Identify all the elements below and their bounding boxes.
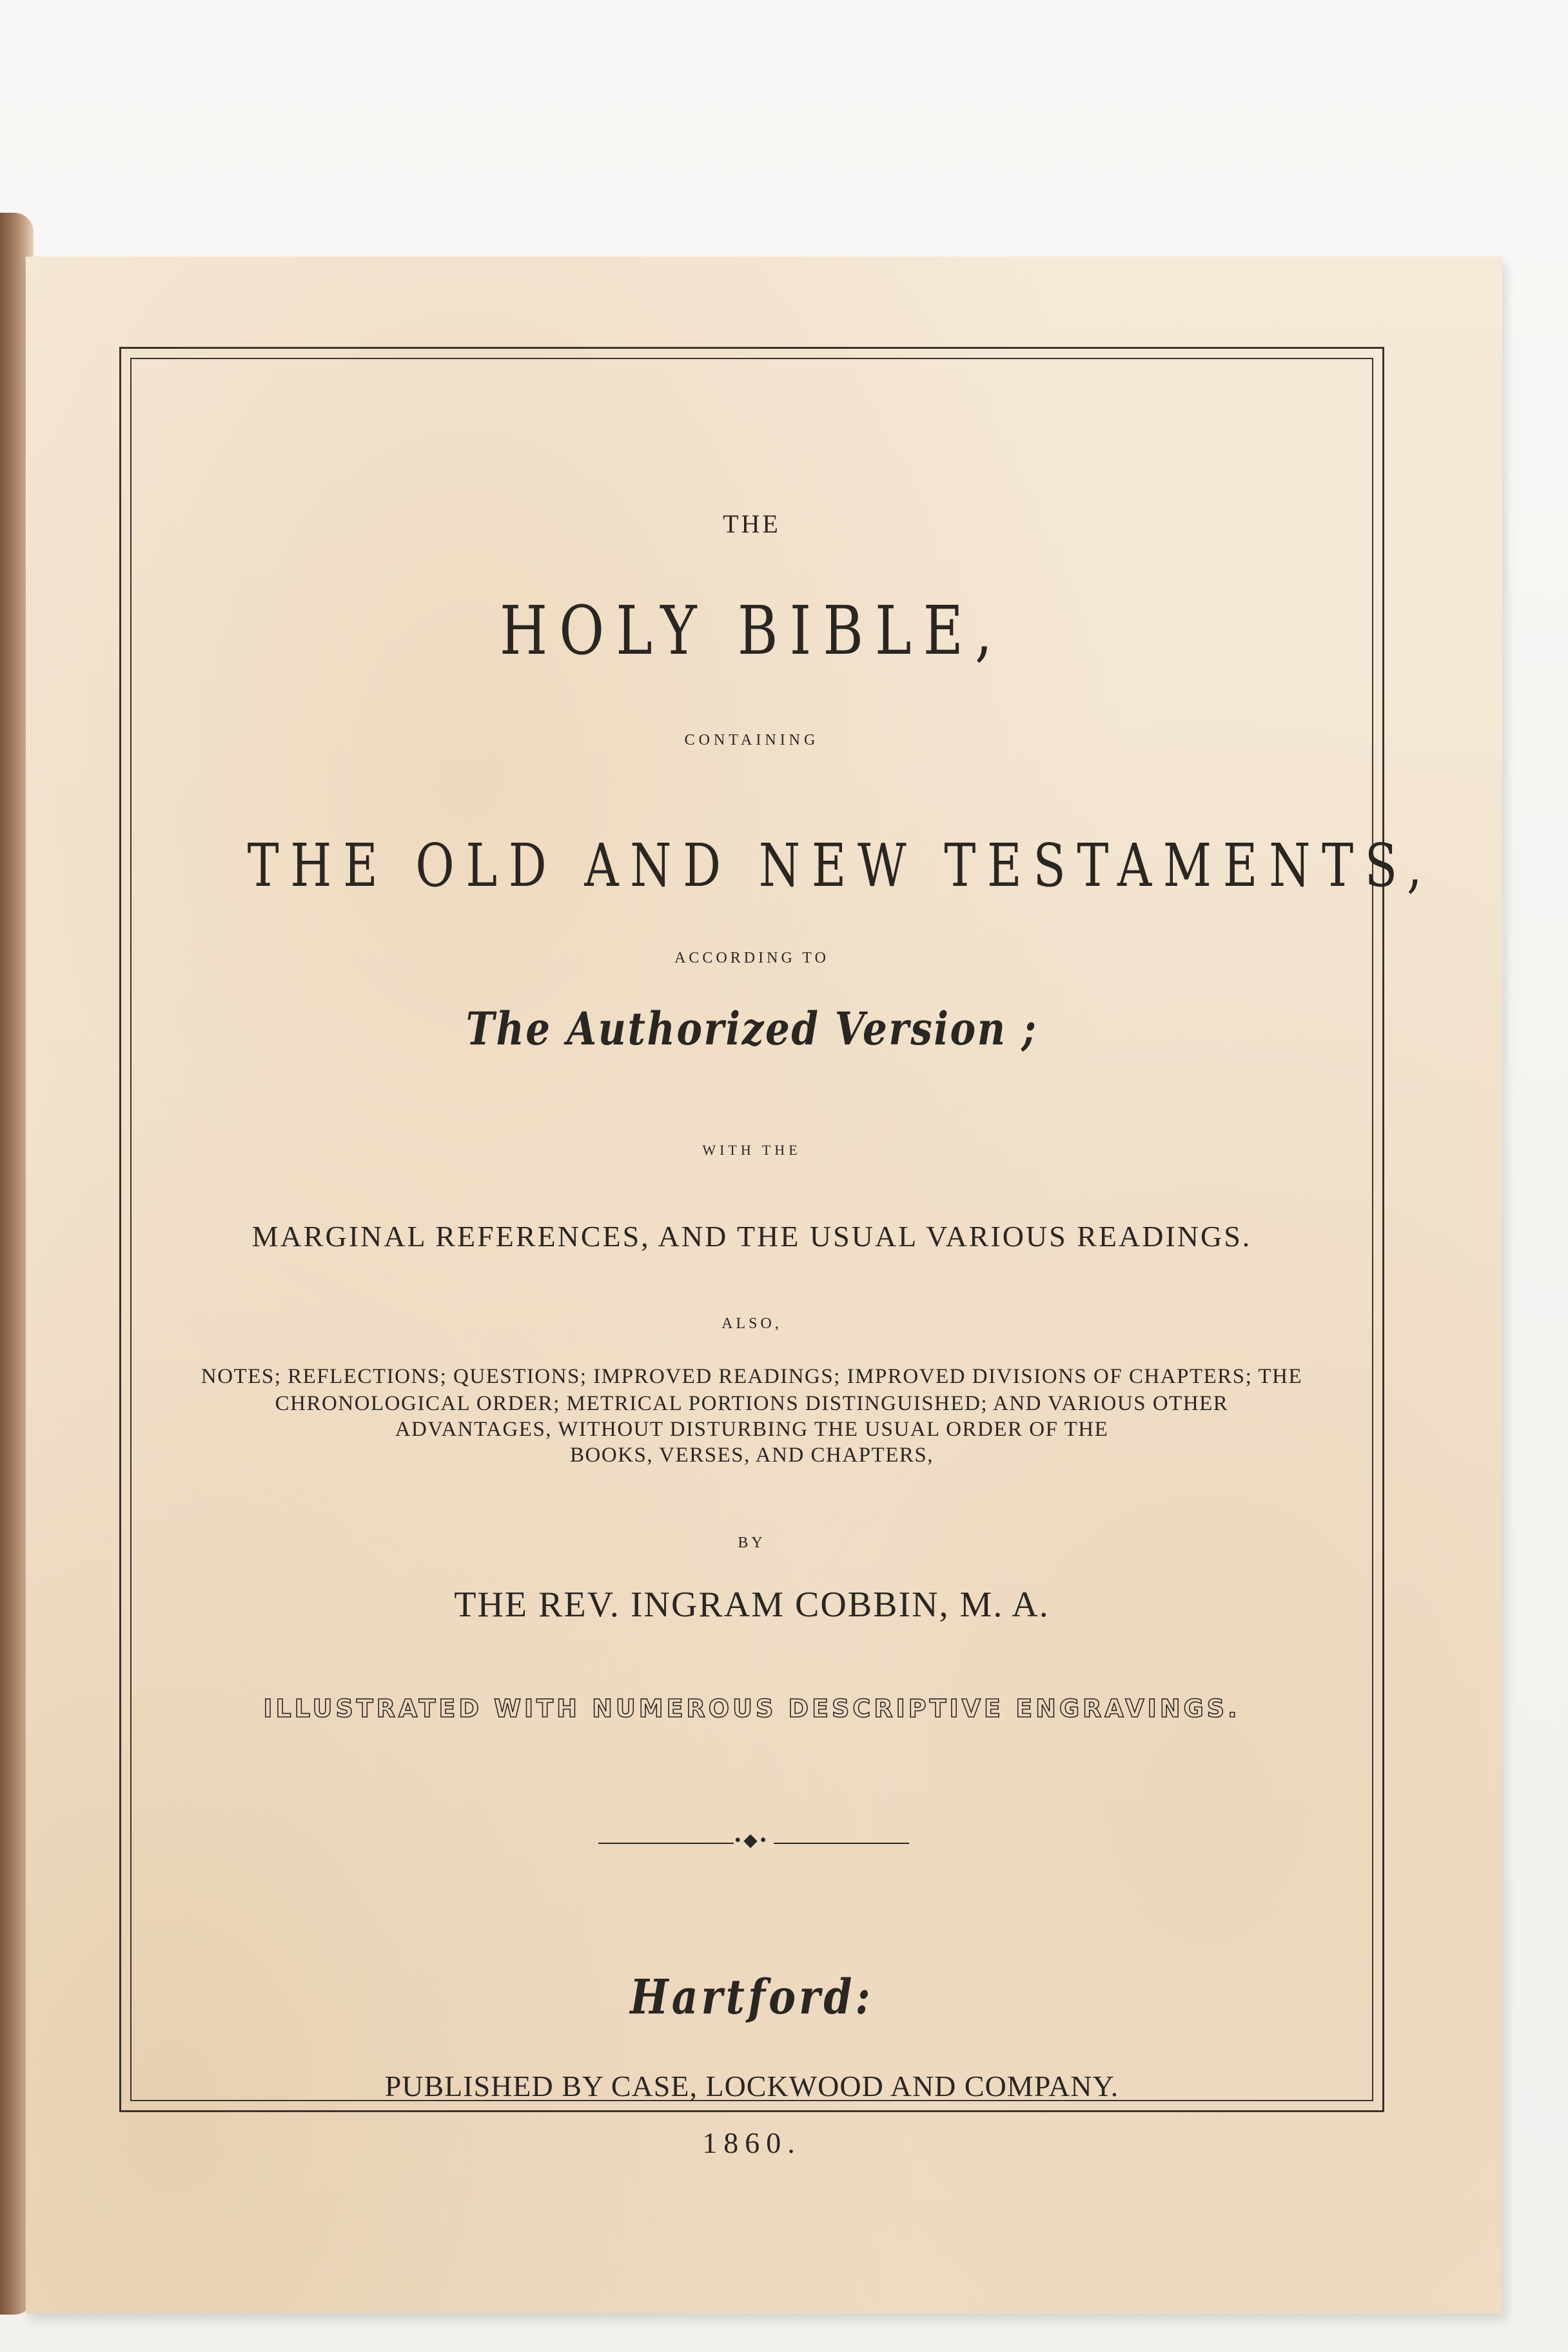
text-with-the: WITH THE [702, 1142, 801, 1158]
text-by: BY [738, 1534, 766, 1551]
heading-authorized-version: The Authorized Version ; [466, 1002, 1038, 1055]
text-illustrated: ILLUSTRATED WITH NUMEROUS DESCRIPTIVE ENGRAVINGS. [263, 1694, 1240, 1723]
notes-line: BOOKS, VERSES, AND CHAPTERS, [569, 1444, 934, 1467]
heading-holy-bible: HOLY BIBLE, [499, 591, 1004, 670]
text-marginal-references: MARGINAL REFERENCES, AND THE USUAL VARIOUS READINGS. [251, 1220, 1252, 1253]
page-border [119, 347, 1434, 2159]
text-containing: CONTAINING [684, 732, 819, 749]
imprint-publisher: PUBLISHED BY CASE, LOCKWOOD AND COMPANY. [384, 2070, 1119, 2102]
imprint-city: Hartford: [630, 1970, 874, 2025]
text-also: ALSO, [721, 1315, 782, 1332]
ornament-rule-right [774, 1843, 909, 1844]
notes-line: CHRONOLOGICAL ORDER; METRICAL PORTIONS DISTINGUISHED; AND VARIOUS OTHER [275, 1392, 1229, 1415]
text-according-to: ACCORDING TO [674, 950, 829, 966]
ornament-dots: •◆• [734, 1830, 769, 1850]
ornament-rule-left [598, 1843, 734, 1844]
imprint-year: 1860. [702, 2126, 801, 2159]
title-page [26, 257, 1502, 2313]
notes-line: ADVANTAGES, WITHOUT DISTURBING THE USUAL ORDER OF THE [395, 1418, 1109, 1441]
author-name: THE REV. INGRAM COBBIN, M. A. [454, 1585, 1050, 1625]
heading-testaments: THE OLD AND NEW TESTAMENTS, [247, 831, 1434, 900]
ornament-divider [121, 1830, 1382, 1850]
notes-line: NOTES; REFLECTIONS; QUESTIONS; IMPROVED READINGS; IMPROVED DIVISIONS OF CHAPTERS; THE [201, 1365, 1303, 1388]
heading-the: THE [723, 509, 781, 538]
